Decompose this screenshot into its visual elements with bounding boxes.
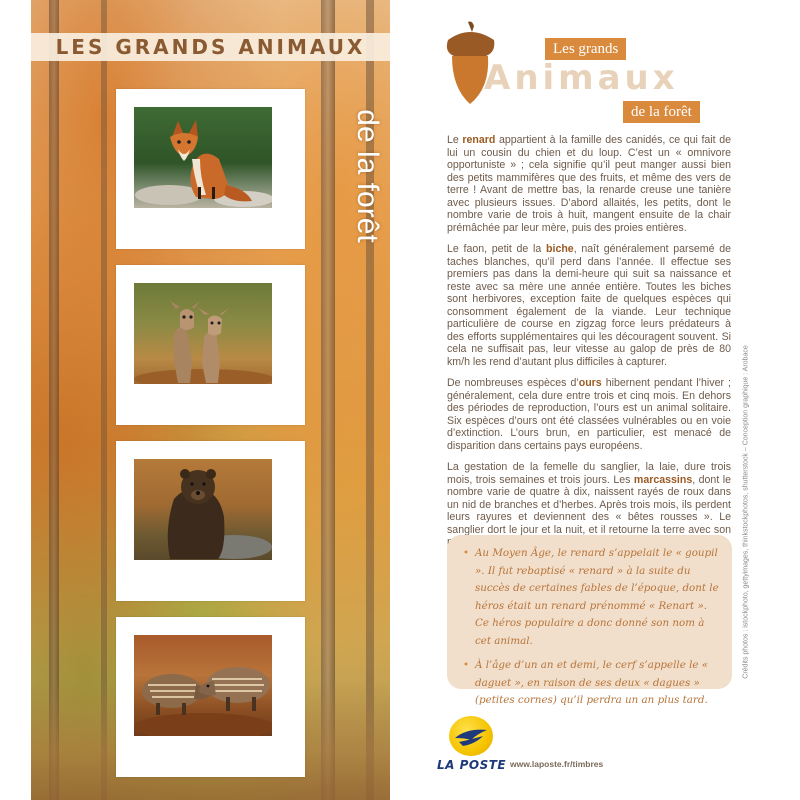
la-poste-logo[interactable] — [437, 716, 507, 772]
fun-fact-item: • Au Moyen Âge, le renard s’appelait le « goupil ». Il fut rebaptisé « renard » à la suite du succès de certaines fables de l’époque, dont le héros était un renard prénommé « Renart ». Ce héros populaire a donc donné son nom à cet animal. — [461, 545, 720, 650]
la-poste-bird-icon — [449, 716, 493, 756]
paragraph-wild-boar: La gestation de la femelle du sanglier, la laie, dure trois mois, trois semaines et trois jours. Les marcassins, dont le nombre varie de quatre à dix, naissent rayés de roux dans un nid de branches et d’herbes. Après trois mois, ils perdent leurs rayures et deviennent des « bêtes rousses ». Le sanglier dort le jour et la nuit, et il retourne la terre avec son — [447, 461, 731, 536]
bear-photo — [134, 459, 272, 560]
paragraph-bear: De nombreuses espèces d’ours hibernent pendant l’hiver ; généralement, cela dure entre trois et cinq mois. En dehors des périodes de reproduction, l’ours est un animal solitaire. Six espèces d’ours ont été classées vulnérables ou en voie d’extinction. L’ours brun, en particulier, est menacé de disparition dans certains pays européens. — [447, 377, 731, 452]
panel-title: LES GRANDS ANIMAUX — [55, 35, 366, 59]
wild-boar-photo — [134, 635, 272, 736]
stamp-bear[interactable] — [116, 441, 305, 601]
paragraph-fox: Le renard appartient à la famille des canidés, ce qui fait de lui un cousin du chien et du loup. C’est un « omnivore opportuniste » ; cela signifie qu’il peut manger aussi bien des petits mammifères que des fruits, et même des vers de terre ! Avant de mettre bas, la renarde creuse une tanière avec plusieurs issues. D’abord allaités, les petits, dont le nombre varie de trois à huit, mangent ensuite de la chair prémâchée par leur mère, puis des proies entières. — [447, 134, 731, 234]
website-link[interactable]: www.laposte.fr/timbres — [510, 759, 604, 769]
fun-fact-item: • À l’âge d’un an et demi, le cerf s’appelle le « daguet », en raison de ses deux « dagues » (petites cornes) qu’il perdra un an plus tard. — [461, 657, 720, 710]
paragraph-deer: Le faon, petit de la biche, naît généralement parsemé de taches blanches, qu’il perd dans l’année. Il effectue ses premiers pas dans la demi-heure qui suit sa naissance et reste avec sa mère une année entière. Toutes les biches sont herbivores, exception faite de quelques espèces qui consomment également de la viande. Leur technique particulière de course en zigzag force leurs prédateurs à des efforts supplémentaires qui les découragent souvent. Si cela ne suffisait pas, leur vitesse au galop de près de 80 km/h les rend d’autant plus difficiles à capturer. — [447, 243, 731, 368]
tag-les-grands: Les grands — [545, 38, 626, 60]
bear-icon — [134, 459, 272, 560]
fun-facts-list — [461, 545, 720, 710]
title-banner — [31, 33, 390, 61]
stamp-deer[interactable] — [116, 265, 305, 425]
header-logo — [440, 18, 730, 128]
fox-icon — [134, 107, 272, 208]
fun-facts-box — [447, 535, 732, 706]
photo-credits: Crédits photos : istockphoto, gettyimages, thinkstockphotos, shutterstock – Conception graphique : Arobace — [742, 345, 750, 679]
header-title: Animaux — [484, 58, 679, 98]
la-poste-wordmark: LA POSTE — [437, 758, 507, 772]
deer-icon — [134, 283, 272, 384]
tag-de-la-foret: de la forêt — [623, 101, 700, 123]
article — [447, 134, 731, 558]
deer-photo — [134, 283, 272, 384]
wild-boar-icon — [134, 635, 272, 736]
la-poste-emblem — [449, 716, 493, 756]
stamp-wild-boar[interactable] — [116, 617, 305, 777]
fox-photo — [134, 107, 272, 208]
vertical-subtitle: de la forêt — [351, 109, 384, 243]
forest-panel — [31, 0, 390, 800]
stamp-fox[interactable] — [116, 89, 305, 249]
